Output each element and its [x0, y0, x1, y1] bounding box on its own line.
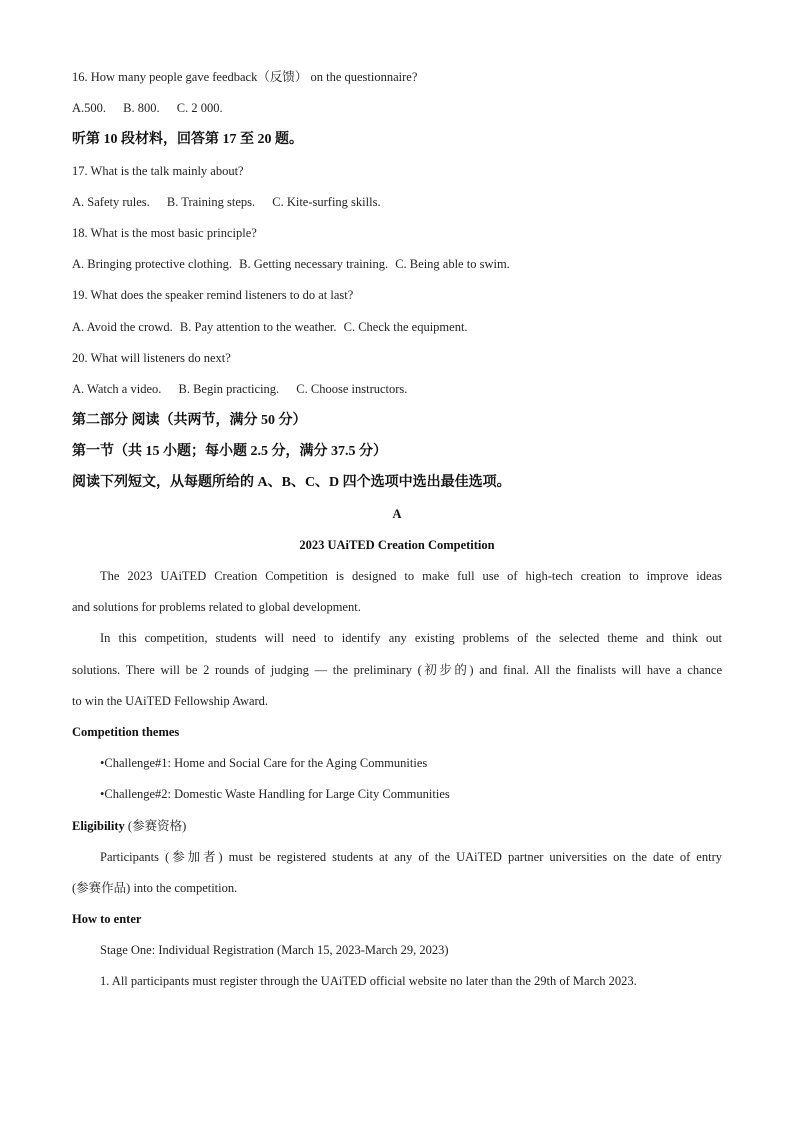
option-b: B. Begin practicing. [178, 381, 280, 396]
question-19: 19. What does the speaker remind listeners to do at last? [72, 288, 354, 303]
option-b: B. Training steps. [166, 194, 256, 209]
option-b: B. 800. [123, 101, 160, 116]
question-19-options [72, 312, 722, 343]
stage-one: Stage One: Individual Registration (March 15, 2023-March 29, 2023) [100, 943, 449, 958]
reading-instruction: 阅读下列短文，从每题所给的 A、B、C、D 四个选项中选出最佳选项。 [72, 475, 511, 491]
paragraph-1-line-1: The 2023 UAiTED Creation Competition is designed to make full use of high-tech creation to improve ideas [100, 569, 722, 583]
eligibility-heading: Eligibility [72, 818, 125, 833]
reading-part-title: 第二部分 阅读（共两节，满分 50 分） [72, 413, 307, 429]
option-c: C. 2 000. [176, 101, 223, 116]
eligibility-heading-cn: (参赛资格) [127, 818, 187, 833]
eligibility-heading-row [72, 811, 722, 842]
question-16-options [72, 93, 722, 124]
question-20-options [72, 374, 722, 405]
option-a: A. Bringing protective clothing. [72, 257, 233, 272]
option-a: A. Watch a video. [72, 381, 162, 396]
option-a: A. Safety rules. [72, 194, 150, 209]
section-10-instruction: 听第 10 段材料，回答第 17 至 20 题。 [72, 132, 303, 148]
step-1: 1. All participants must register through the UAiTED official website no later than the 29th of March 2023. [100, 974, 637, 989]
question-16: 16. How many people gave feedback（反馈） on the questionnaire? [72, 70, 418, 84]
eligibility-line-1: Participants (参加者) must be registered students at any of the UAiTED partner universities on the date of entry [100, 849, 722, 864]
themes-heading: Competition themes [72, 724, 180, 739]
option-c: C. Being able to swim. [395, 257, 510, 272]
paragraph-1-line-2: and solutions for problems related to global development. [72, 600, 361, 615]
option-c: C. Kite-surfing skills. [272, 194, 381, 209]
how-to-enter-heading: How to enter [72, 912, 142, 927]
question-18: 18. What is the most basic principle? [72, 225, 257, 240]
question-18-options [72, 249, 722, 280]
option-c: C. Check the equipment. [343, 319, 468, 334]
option-c: C. Choose instructors. [296, 381, 408, 396]
eligibility-line-2: (参赛作品) into the competition. [72, 880, 238, 895]
paragraph-2-line-3: to win the UAiTED Fellowship Award. [72, 693, 269, 708]
question-17: 17. What is the talk mainly about? [72, 163, 244, 178]
theme-1: •Challenge#1: Home and Social Care for the Aging Communities [100, 756, 428, 771]
theme-2: •Challenge#2: Domestic Waste Handling for Large City Communities [100, 787, 450, 802]
question-17-options [72, 187, 722, 218]
option-b: B. Pay attention to the weather. [179, 319, 337, 334]
option-a: A. Avoid the crowd. [72, 319, 173, 334]
exam-page [72, 62, 722, 998]
paragraph-2-line-2: solutions. There will be 2 rounds of judging — the preliminary (初步的) and final. All the finalists will have a chance [72, 662, 722, 677]
paragraph-2-line-1: In this competition, students will need to identify any existing problems of the selected theme and think out [100, 631, 722, 646]
reading-section-title: 第一节（共 15 小题；每小题 2.5 分，满分 37.5 分） [72, 444, 387, 460]
option-b: B. Getting necessary training. [239, 257, 389, 272]
passage-letter: A [392, 506, 402, 521]
option-a: A.500. [72, 101, 107, 116]
passage-title: 2023 UAiTED Creation Competition [299, 537, 495, 552]
question-20: 20. What will listeners do next? [72, 350, 231, 365]
